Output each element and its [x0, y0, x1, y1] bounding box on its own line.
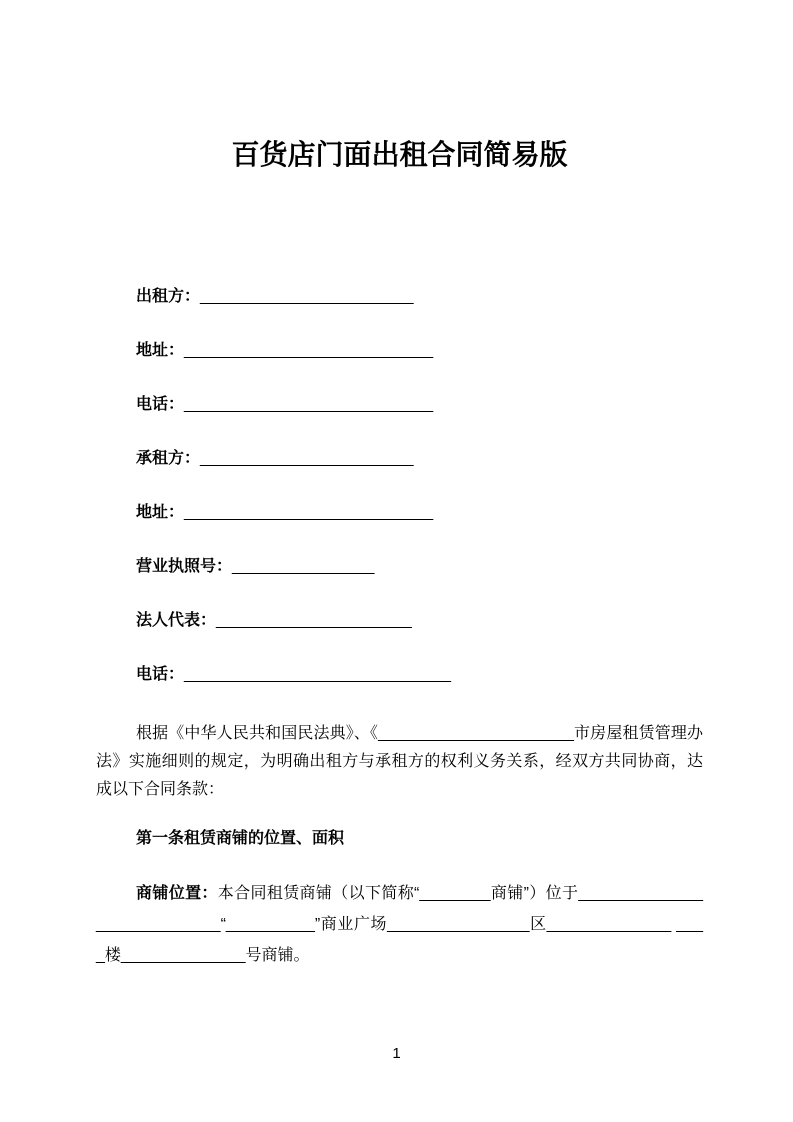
lessor-blank-line: ________________________ [200, 288, 414, 305]
lessor-address-label: 地址： [136, 342, 185, 359]
field-row-lessee-address [96, 504, 703, 522]
field-row-legal-representative [96, 612, 703, 630]
lessee-address-label: 地址： [136, 504, 185, 521]
party-info-fields [96, 288, 703, 684]
field-row-lessor-phone [96, 396, 703, 414]
shop-location-paragraph [96, 878, 703, 971]
lessee-phone-label: 电话： [136, 666, 185, 683]
lessee-label: 承租方： [136, 450, 201, 467]
field-row-lessee-phone [96, 666, 703, 684]
field-row-lessor [96, 288, 703, 306]
shop-location-text: 本合同租赁商铺（以下简称“________商铺”）位于______________ ______________“__________”商业广场________________区______________ ____楼______________号商铺。 [96, 885, 703, 964]
lessee-blank-line: ________________________ [200, 450, 414, 467]
legal-representative-blank-line: ______________________ [216, 612, 412, 629]
page-number: 1 [392, 1045, 401, 1062]
shop-location-label: 商铺位置： [136, 885, 218, 902]
legal-representative-label: 法人代表： [136, 612, 217, 629]
lessor-phone-label: 电话： [136, 396, 185, 413]
lessor-address-blank-line: ____________________________ [184, 342, 434, 359]
lessee-phone-blank-line: ______________________________ [184, 666, 451, 683]
lessor-label: 出租方： [136, 288, 201, 305]
field-row-business-license [96, 558, 703, 576]
intro-paragraph: 根据《中华人民共和国民法典》、《______________________市房屋租赁管理办法》实施细则的规定，为明确出租方与承租方的权利义务关系，经双方共同协商，达成以下合同条款： [96, 725, 703, 798]
field-row-lessee [96, 450, 703, 468]
document-title: 百货店门面出租合同简易版 [231, 139, 568, 170]
field-row-lessor-address [96, 342, 703, 360]
lessor-phone-blank-line: ____________________________ [184, 396, 434, 413]
lessee-address-blank-line: ____________________________ [184, 504, 434, 521]
business-license-blank-line: ________________ [232, 558, 375, 575]
article1-heading: 第一条租赁商铺的位置、面积 [136, 830, 345, 847]
business-license-label: 营业执照号： [136, 558, 233, 575]
